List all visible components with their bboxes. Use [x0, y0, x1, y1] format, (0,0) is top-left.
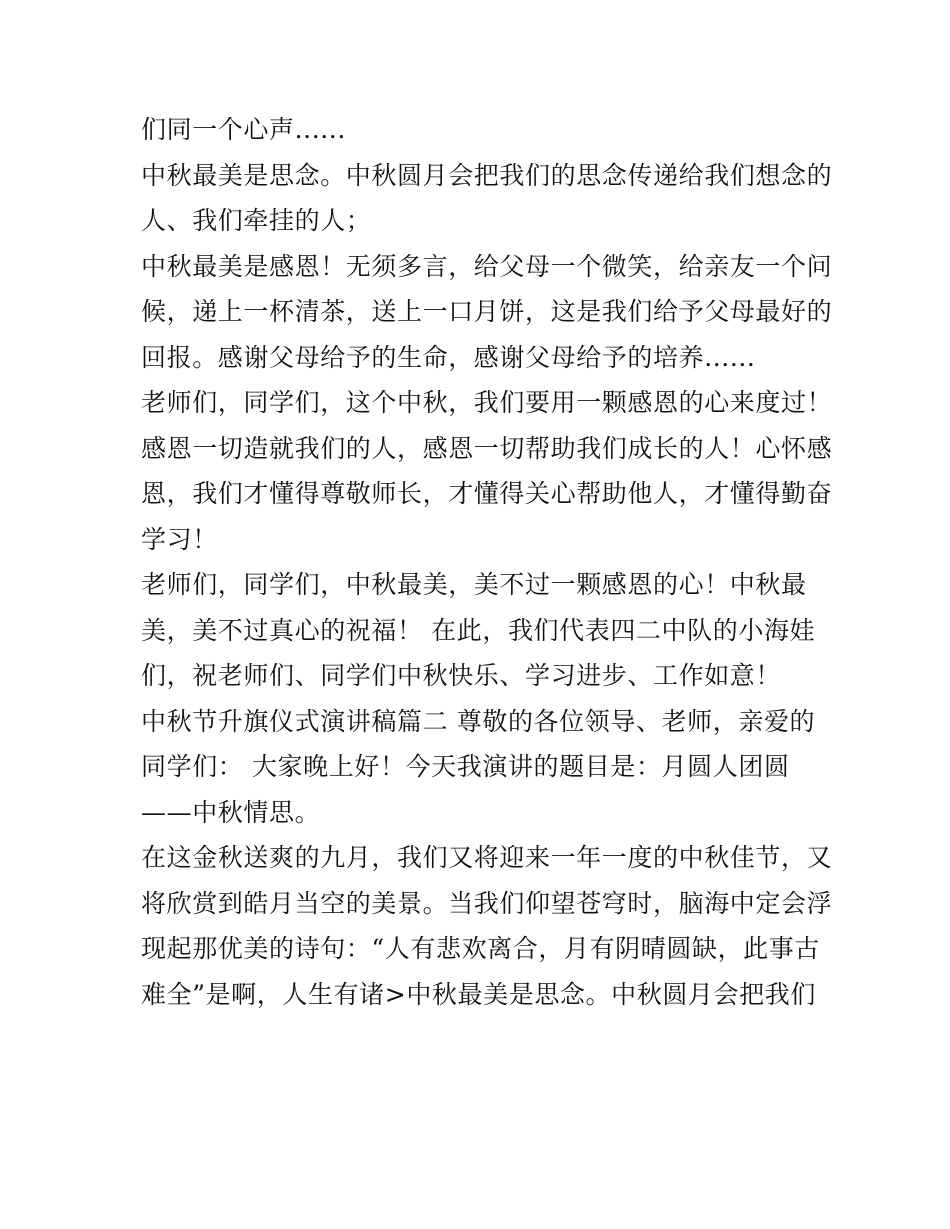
text-line: 回报。感谢父母给予的生命，感谢父母给予的培养...... [141, 342, 756, 372]
text-line: 中秋节升旗仪式演讲稿篇二 尊敬的各位领导、老师，亲爱的 [141, 706, 816, 736]
text-line: 中秋最美是思念。中秋圆月会把我们的思念传递给我们想念的 [141, 160, 833, 190]
text-line: 难全”是啊，人生有诸>中秋最美是思念。中秋圆月会把我们 [141, 979, 816, 1009]
text-line: 美，美不过真心的祝福！ 在此，我们代表四二中队的小海娃 [141, 615, 816, 645]
text-line: 们，祝老师们、同学们中秋快乐、学习进步、工作如意！ [141, 661, 782, 690]
text-line: ——中秋情思。 [141, 797, 321, 827]
text-line: 学习！ [141, 524, 218, 554]
body-text [141, 107, 833, 1017]
text-line: 同学们： 大家晚上好！今天我演讲的题目是：月圆人团圆 [141, 752, 790, 781]
text-line: 中秋最美是感恩！无须多言，给父母一个微笑，给亲友一个问 [141, 251, 833, 281]
text-line: 老师们，同学们，这个中秋，我们要用一颗感恩的心来度过！ [141, 388, 833, 417]
text-line: 恩，我们才懂得尊敬师长，才懂得关心帮助他人，才懂得勤奋 [141, 479, 833, 508]
text-line: 老师们，同学们，中秋最美，美不过一颗感恩的心！中秋最 [141, 570, 807, 599]
text-line: 候，递上一杯清茶，送上一口月饼，这是我们给予父母最好的 [141, 297, 833, 326]
text-line: 在这金秋送爽的九月，我们又将迎来一年一度的中秋佳节，又 [141, 843, 833, 872]
text-line: 人、我们牵挂的人； [141, 206, 372, 235]
text-line: 感恩一切造就我们的人，感恩一切帮助我们成长的人！心怀感 [141, 433, 833, 463]
text-line: 将欣赏到皓月当空的美景。当我们仰望苍穹时，脑海中定会浮 [141, 888, 833, 918]
text-line: 们同一个心声...... [141, 115, 346, 144]
text-line: 现起那优美的诗句：“人有悲欢离合，月有阴晴圆缺，此事古 [141, 934, 820, 963]
